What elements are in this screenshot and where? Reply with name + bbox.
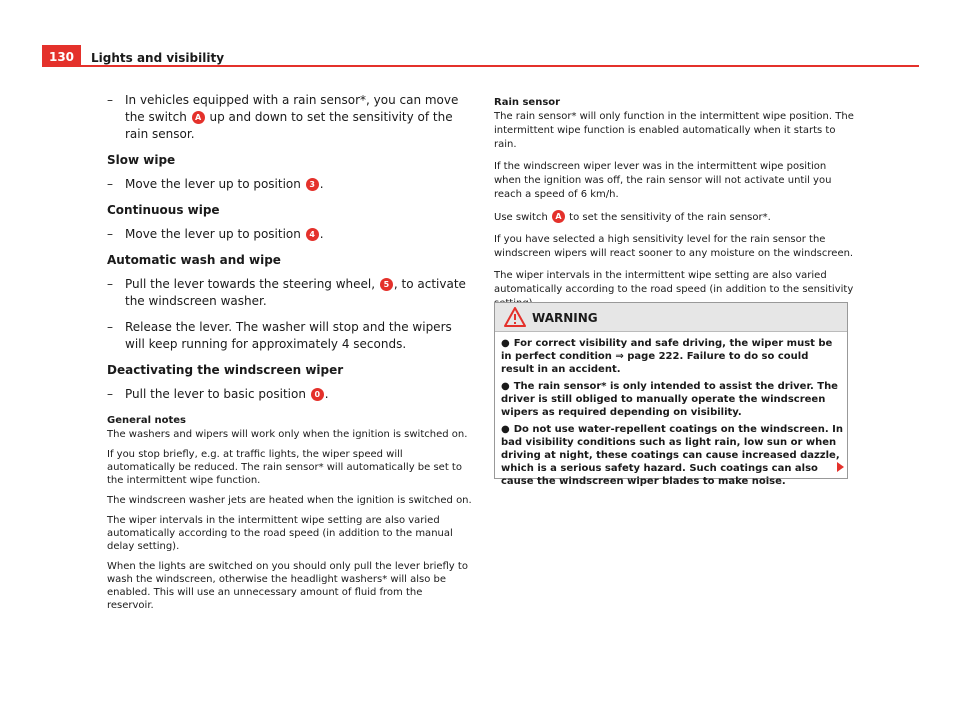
general-note-3: The windscreen washer jets are heated when the ignition is switched on. [107, 495, 472, 506]
rain-sensor-step [107, 92, 472, 143]
dash-marker: – [107, 177, 113, 191]
warning-title: WARNING [532, 311, 598, 325]
step-text: up and down to set the sensitivity of the rain sensor. [125, 110, 453, 141]
step-text: Move the lever up to position [125, 227, 301, 241]
general-note-1: The washers and wipers will work only when the ignition is switched on. [107, 429, 468, 440]
step-text: Move the lever up to position [125, 177, 301, 191]
dash-marker: – [107, 320, 113, 334]
warning-item-3 [501, 423, 843, 488]
bullet-marker: ● [501, 381, 510, 392]
right-column [494, 95, 854, 319]
continuous-wipe-step [107, 226, 472, 243]
section-title: Lights and visibility [91, 51, 225, 65]
dash-marker: – [107, 387, 113, 401]
badge-4: 4 [306, 228, 319, 241]
warning-text: For correct visibility and safe driving, the wiper must be in perfect condition ⇒ page 222. Failure to do so could result in an accident. [501, 338, 833, 375]
badge-5: 5 [380, 278, 393, 291]
general-notes-heading: General notes [107, 415, 186, 426]
general-note-2: If you stop briefly, e.g. at traffic lights, the wiper speed will automatically be reduced. The rain sensor* will automatically be set to the intermittent wipe function. [107, 449, 462, 486]
step-text: Pull the lever towards the steering wheel, [125, 277, 376, 291]
warning-body [495, 332, 847, 488]
auto-wash-step-2 [107, 319, 472, 353]
badge-3: 3 [306, 178, 319, 191]
rain-sensor-para-2: If the windscreen wiper lever was in the intermittent wipe position when the ignition was off, the rain sensor will not activate until you reach a speed of 6 km/h. [494, 161, 832, 200]
slow-wipe-step [107, 176, 472, 193]
general-note-4: The wiper intervals in the intermittent wipe setting are also varied automatically according to the road speed (in addition to the manual delay setting). [107, 515, 453, 552]
continue-arrow-icon [837, 462, 844, 472]
slow-wipe-heading: Slow wipe [107, 153, 176, 167]
rain-sensor-para-1: The rain sensor* will only function in the intermittent wipe position. The intermittent wipe function is enabled automatically when it starts to rain. [494, 111, 854, 150]
left-column [107, 92, 472, 619]
warning-item-2 [501, 380, 843, 419]
badge-a: A [192, 111, 205, 124]
bullet-marker: ● [501, 338, 510, 349]
general-note-5: When the lights are switched on you should only pull the lever briefly to wash the windscreen, otherwise the headlight washers* will also be enabled. This will use an unnecessary amount of fluid from the reservoir. [107, 561, 468, 611]
deactivate-step [107, 386, 472, 403]
para-text: to set the sensitivity of the rain sensor*. [569, 212, 771, 223]
warning-header [495, 303, 847, 332]
step-text: Release the lever. The washer will stop and the wipers will keep running for approximately 4 seconds. [125, 320, 452, 351]
warning-triangle-icon [504, 307, 526, 327]
rain-sensor-para-5: The wiper intervals in the intermittent wipe setting are also varied automatically according to the road speed (in addition to the sensitivity [494, 270, 854, 295]
dash-marker: – [107, 227, 113, 241]
deactivate-heading: Deactivating the windscreen wiper [107, 363, 344, 377]
warning-box [494, 302, 848, 487]
period: . [324, 387, 329, 401]
step-text: , to activate the windscreen washer. [125, 277, 466, 308]
badge-a: A [552, 210, 565, 223]
continuous-wipe-heading: Continuous wipe [107, 203, 220, 217]
warning-text: Do not use water-repellent coatings on the windscreen. In bad visibility conditions such as light rain, low sun or when driving at night, these coatings can cause increased dazzle, which is a serious safety hazard. Such coatings can also cause the windscreen wiper blades to make noise. [501, 424, 843, 487]
period: . [319, 177, 324, 191]
auto-wash-step-1 [107, 276, 472, 310]
rain-sensor-para-3 [494, 210, 854, 225]
dash-marker: – [107, 93, 113, 107]
warning-text: The rain sensor* is only intended to assist the driver. The driver is still obliged to manually operate the windscreen wipers as required depending on visibility. [501, 381, 838, 418]
step-text: In vehicles equipped with a rain sensor*, you can move the switch [125, 93, 459, 124]
badge-0: 0 [311, 388, 324, 401]
rain-sensor-para-4: If you have selected a high sensitivity level for the rain sensor the windscreen wipers will react sooner to any moisture on the windscreen. [494, 234, 854, 259]
warning-item-1 [501, 337, 843, 376]
bullet-marker: ● [501, 424, 510, 435]
period: . [319, 227, 324, 241]
step-text: Pull the lever to basic position [125, 387, 306, 401]
dash-marker: – [107, 277, 113, 291]
page-number: 130 [42, 45, 81, 67]
header-divider [42, 65, 919, 67]
auto-wash-heading: Automatic wash and wipe [107, 253, 281, 267]
para-text: Use switch [494, 212, 548, 223]
rain-sensor-heading: Rain sensor [494, 97, 561, 108]
